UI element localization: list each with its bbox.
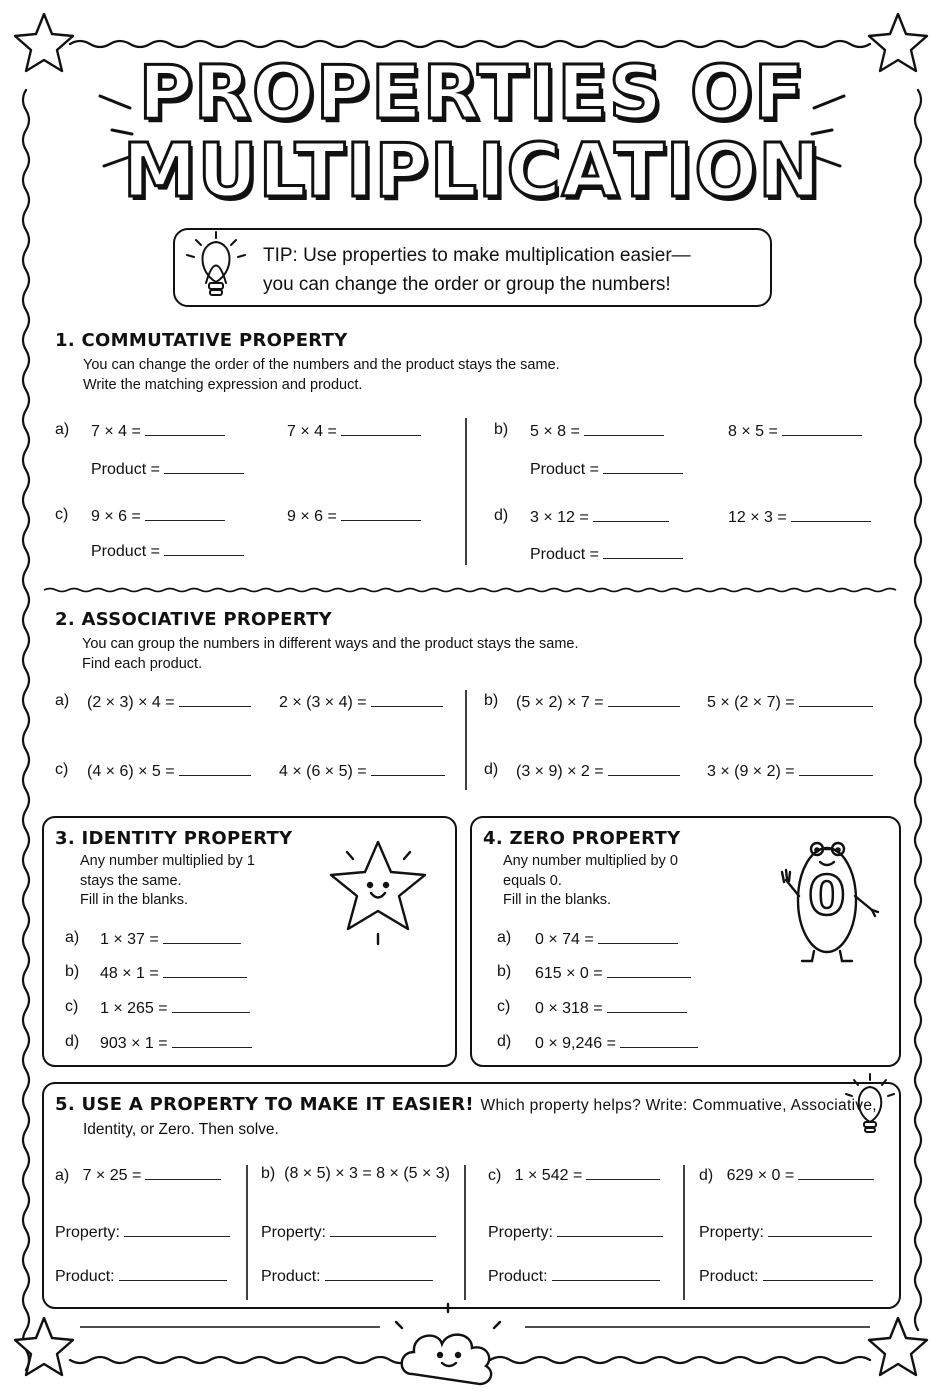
- s3-item-d: [100, 1033, 252, 1053]
- s2-item-d-left: [516, 761, 680, 781]
- s3-item-c: [100, 998, 250, 1018]
- answer-blank[interactable]: [586, 1165, 660, 1180]
- s2-item-c-left: [87, 761, 251, 781]
- s3-item-d-letter: d): [65, 1033, 80, 1050]
- answer-blank[interactable]: [164, 541, 244, 556]
- answer-blank[interactable]: [603, 459, 683, 474]
- s1-c-left-expr: 9 × 6 =: [91, 508, 141, 525]
- s3-c-expr: 1 × 265 =: [100, 1000, 168, 1017]
- s2-a-left-expr: (2 × 3) × 4 =: [87, 694, 175, 711]
- s3-b-expr: 48 × 1 =: [100, 965, 159, 982]
- s2-item-a-right: [279, 692, 443, 712]
- answer-blank[interactable]: [172, 1033, 252, 1048]
- s2-item-b-letter: b): [484, 692, 499, 709]
- section3-desc-line2: stays the same.: [80, 872, 182, 889]
- s3-a-expr: 1 × 37 =: [100, 931, 159, 948]
- s4-d-expr: 0 × 9,246 =: [535, 1035, 616, 1052]
- s2-d-right-expr: 3 × (9 × 2) =: [707, 763, 795, 780]
- s5-d-expr: 629 × 0 =: [726, 1167, 795, 1184]
- s4-item-d: [535, 1033, 698, 1053]
- s4-item-a-letter: a): [497, 929, 512, 946]
- product-label: Product =: [91, 543, 160, 560]
- s3-d-expr: 903 × 1 =: [100, 1035, 168, 1052]
- answer-blank[interactable]: [179, 761, 251, 776]
- s1-d-left-expr: 3 × 12 =: [530, 509, 589, 526]
- lightbulb-icon: [187, 232, 245, 295]
- answer-blank[interactable]: [608, 761, 680, 776]
- s4-item-d-letter: d): [497, 1033, 512, 1050]
- s1-item-b-left: [530, 421, 664, 441]
- page-title-line1: PROPERTIES OF: [138, 50, 806, 136]
- answer-blank[interactable]: [608, 692, 680, 707]
- s5-c-product: [488, 1266, 660, 1286]
- page-title-line2: MULTIPLICATION: [122, 128, 822, 214]
- s4-item-c-letter: c): [497, 998, 511, 1015]
- section2-title: 2. ASSOCIATIVE PROPERTY: [55, 609, 332, 630]
- product-label: Product =: [530, 461, 599, 478]
- s3-item-a-letter: a): [65, 929, 80, 946]
- answer-blank[interactable]: [768, 1222, 872, 1237]
- s1-c-right-expr: 9 × 6 =: [287, 508, 337, 525]
- s5-item-b: [261, 1165, 450, 1183]
- s1-b-right-expr: 8 × 5 =: [728, 423, 778, 440]
- s2-item-d-right: [707, 761, 873, 781]
- section4-desc-line1: Any number multiplied by 0: [503, 853, 678, 869]
- answer-blank[interactable]: [341, 506, 421, 521]
- answer-blank[interactable]: [799, 692, 873, 707]
- answer-blank[interactable]: [782, 421, 862, 436]
- s2-item-a-left: [87, 692, 251, 712]
- s4-a-expr: 0 × 74 =: [535, 931, 594, 948]
- section1-desc-line2: Write the matching expression and product.: [83, 377, 363, 393]
- answer-blank[interactable]: [330, 1222, 436, 1237]
- s1-item-b-right: [728, 421, 862, 441]
- answer-blank[interactable]: [603, 544, 683, 559]
- s5-item-d: [699, 1165, 874, 1185]
- answer-blank[interactable]: [584, 421, 664, 436]
- s5-d-property: [699, 1222, 872, 1242]
- property-label: Property:: [261, 1224, 326, 1241]
- s1-item-c-left: [91, 506, 225, 526]
- section4-description: [503, 852, 678, 911]
- s2-c-left-expr: (4 × 6) × 5 =: [87, 763, 175, 780]
- section5-hint-line2: Identity, or Zero. Then solve.: [83, 1121, 279, 1138]
- answer-blank[interactable]: [145, 506, 225, 521]
- s4-item-b: [535, 963, 691, 983]
- s1-a-left-expr: 7 × 4 =: [91, 423, 141, 440]
- s2-item-d-letter: d): [484, 761, 499, 778]
- s5-a-expr: 7 × 25 =: [82, 1167, 142, 1184]
- section4-desc-line3: Fill in the blanks.: [503, 892, 611, 908]
- section1-description: [83, 355, 560, 395]
- s3-item-c-letter: c): [65, 998, 79, 1015]
- product-label: Product:: [55, 1268, 115, 1285]
- section4-desc-line2: equals 0.: [503, 872, 562, 889]
- product-label: Product:: [699, 1268, 759, 1285]
- property-label: Property:: [488, 1224, 553, 1241]
- section5-hint-line1: Which property helps? Write: Commuative, Associative,: [480, 1097, 877, 1114]
- smiling-star-icon: [331, 842, 425, 944]
- answer-blank[interactable]: [552, 1266, 660, 1281]
- s1-item-a-product: [91, 459, 244, 479]
- answer-blank[interactable]: [341, 421, 421, 436]
- s1-item-b-letter: b): [494, 421, 509, 438]
- s4-c-expr: 0 × 318 =: [535, 1000, 603, 1017]
- s1-item-d-left: [530, 507, 669, 527]
- answer-blank[interactable]: [598, 929, 678, 944]
- answer-blank[interactable]: [325, 1266, 433, 1281]
- answer-blank[interactable]: [371, 761, 445, 776]
- s1-item-c-product: [91, 541, 244, 561]
- s2-item-c-right: [279, 761, 445, 781]
- answer-blank[interactable]: [799, 761, 873, 776]
- answer-blank[interactable]: [145, 421, 225, 436]
- answer-blank[interactable]: [798, 1165, 874, 1180]
- s2-a-right-expr: 2 × (3 × 4) =: [279, 694, 367, 711]
- s3-item-b: [100, 963, 247, 983]
- section3-title: 3. IDENTITY PROPERTY: [55, 828, 293, 849]
- s3-item-a: [100, 929, 241, 949]
- s5-d-letter: d): [699, 1167, 714, 1184]
- s5-b-property: [261, 1222, 436, 1242]
- s4-item-c: [535, 998, 687, 1018]
- s5-item-a: [55, 1165, 221, 1185]
- answer-blank[interactable]: [163, 929, 241, 944]
- answer-blank[interactable]: [620, 1033, 698, 1048]
- s1-item-d-right: [728, 507, 871, 527]
- answer-blank[interactable]: [124, 1222, 230, 1237]
- section2-desc-line2: Find each product.: [82, 656, 203, 672]
- s1-item-c-letter: c): [55, 506, 69, 523]
- tip-text: [263, 241, 691, 299]
- section2-description: [82, 634, 579, 674]
- answer-blank[interactable]: [163, 963, 247, 978]
- s1-item-d-product: [530, 544, 683, 564]
- s5-b-expr: (8 × 5) × 3 = 8 × (5 × 3): [284, 1165, 450, 1182]
- s5-b-product: [261, 1266, 433, 1286]
- s5-b-letter: b): [261, 1165, 276, 1182]
- s3-item-b-letter: b): [65, 963, 80, 980]
- wavy-border: [70, 41, 870, 47]
- s2-b-left-expr: (5 × 2) × 7 =: [516, 694, 604, 711]
- s5-a-letter: a): [55, 1167, 70, 1184]
- s2-item-c-letter: c): [55, 761, 69, 778]
- answer-blank[interactable]: [607, 963, 691, 978]
- answer-blank[interactable]: [763, 1266, 873, 1281]
- section5-title-text: 5. USE A PROPERTY TO MAKE IT EASIER!: [55, 1094, 474, 1115]
- wavy-border-right: [915, 90, 921, 1330]
- answer-blank[interactable]: [119, 1266, 227, 1281]
- s2-c-right-expr: 4 × (6 × 5) =: [279, 763, 367, 780]
- s5-item-c: [488, 1165, 660, 1185]
- product-label: Product =: [530, 546, 599, 563]
- section4-title: 4. ZERO PROPERTY: [483, 828, 681, 849]
- s4-b-expr: 615 × 0 =: [535, 965, 603, 982]
- s1-item-a-letter: a): [55, 421, 70, 438]
- s4-item-a: [535, 929, 678, 949]
- tip-line2: you can change the order or group the numbers!: [263, 274, 671, 295]
- s1-item-a-left: [91, 421, 225, 441]
- section3-desc-line3: Fill in the blanks.: [80, 892, 188, 908]
- wavy-border-left: [23, 90, 29, 1370]
- answer-blank[interactable]: [164, 459, 244, 474]
- star-icon: [15, 1318, 73, 1375]
- section1-title: 1. COMMUTATIVE PROPERTY: [55, 330, 348, 351]
- answer-blank[interactable]: [593, 507, 669, 522]
- s5-a-property: [55, 1222, 230, 1242]
- answer-blank[interactable]: [607, 998, 687, 1013]
- property-label: Property:: [699, 1224, 764, 1241]
- s5-c-expr: 1 × 542 =: [514, 1167, 583, 1184]
- answer-blank[interactable]: [179, 692, 251, 707]
- s5-c-property: [488, 1222, 663, 1242]
- s2-item-a-letter: a): [55, 692, 70, 709]
- answer-blank[interactable]: [172, 998, 250, 1013]
- s2-b-right-expr: 5 × (2 × 7) =: [707, 694, 795, 711]
- zero-mascot-digit: 0: [808, 864, 846, 927]
- answer-blank[interactable]: [371, 692, 443, 707]
- property-label: Property:: [55, 1224, 120, 1241]
- tip-line1: TIP: Use properties to make multiplication easier—: [263, 245, 691, 266]
- s1-d-right-expr: 12 × 3 =: [728, 509, 787, 526]
- s1-item-a-right: [287, 421, 421, 441]
- section1-desc-line1: You can change the order of the numbers and the product stays the same.: [83, 357, 560, 373]
- s5-a-product: [55, 1266, 227, 1286]
- s2-item-b-left: [516, 692, 680, 712]
- star-icon: [869, 1318, 927, 1375]
- s1-item-b-product: [530, 459, 683, 479]
- cloud-icon: [396, 1304, 500, 1384]
- product-label: Product =: [91, 461, 160, 478]
- section3-desc-line1: Any number multiplied by 1: [80, 853, 255, 869]
- s2-d-left-expr: (3 × 9) × 2 =: [516, 763, 604, 780]
- s5-c-letter: c): [488, 1167, 502, 1184]
- section2-desc-line1: You can group the numbers in different ways and the product stays the same.: [82, 636, 579, 652]
- section3-description: [80, 852, 255, 911]
- s1-b-left-expr: 5 × 8 =: [530, 423, 580, 440]
- product-label: Product:: [261, 1268, 321, 1285]
- answer-blank[interactable]: [557, 1222, 663, 1237]
- section5-title: [55, 1094, 877, 1115]
- answer-blank[interactable]: [791, 507, 871, 522]
- product-label: Product:: [488, 1268, 548, 1285]
- s2-item-b-right: [707, 692, 873, 712]
- s4-item-b-letter: b): [497, 963, 512, 980]
- answer-blank[interactable]: [145, 1165, 221, 1180]
- s1-item-c-right: [287, 506, 421, 526]
- s5-d-product: [699, 1266, 873, 1286]
- s1-item-d-letter: d): [494, 507, 509, 524]
- s1-a-right-expr: 7 × 4 =: [287, 423, 337, 440]
